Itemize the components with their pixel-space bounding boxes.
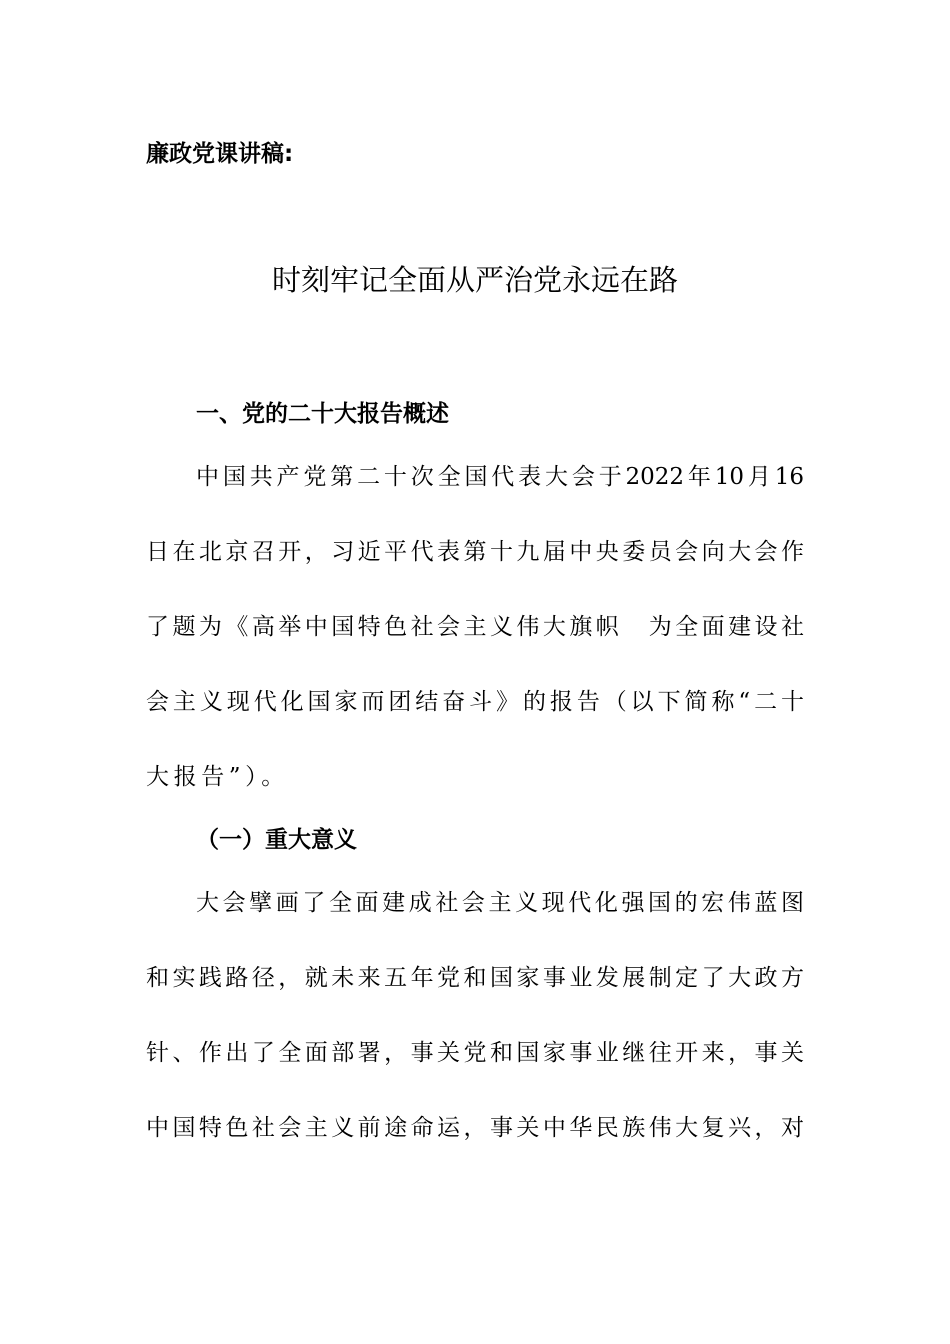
section-heading: 一、党的二十大报告概述 [196, 401, 449, 427]
subsection-heading: （一）重大意义 [196, 827, 357, 853]
paragraph-line: 和实践路径，就未来五年党和国家事业发展制定了大政方 [146, 965, 804, 991]
document-label: 廉政党课讲稿: [146, 141, 294, 167]
paragraph-line: 中国特色社会主义前途命运，事关中华民族伟大复兴，对 [146, 1115, 804, 1141]
paragraph-line: 日在北京召开，习近平代表第十九届中央委员会向大会作 [146, 539, 804, 565]
paragraph-line: 针、作出了全面部署，事关党和国家事业继往开来，事关 [146, 1040, 804, 1066]
paragraph-line: 中国共产党第二十次全国代表大会于2022年10月16 [196, 464, 804, 490]
document-title: 时刻牢记全面从严治党永远在路 [271, 263, 678, 297]
paragraph-line: 会主义现代化国家而团结奋斗》的报告（以下简称“二十 [146, 689, 804, 715]
paragraph-line: 大报告”）。 [146, 764, 289, 790]
paragraph-line: 了题为《高举中国特色社会主义伟大旗帜 为全面建设社 [146, 614, 804, 640]
paragraph-line: 大会擘画了全面建成社会主义现代化强国的宏伟蓝图 [196, 890, 804, 916]
